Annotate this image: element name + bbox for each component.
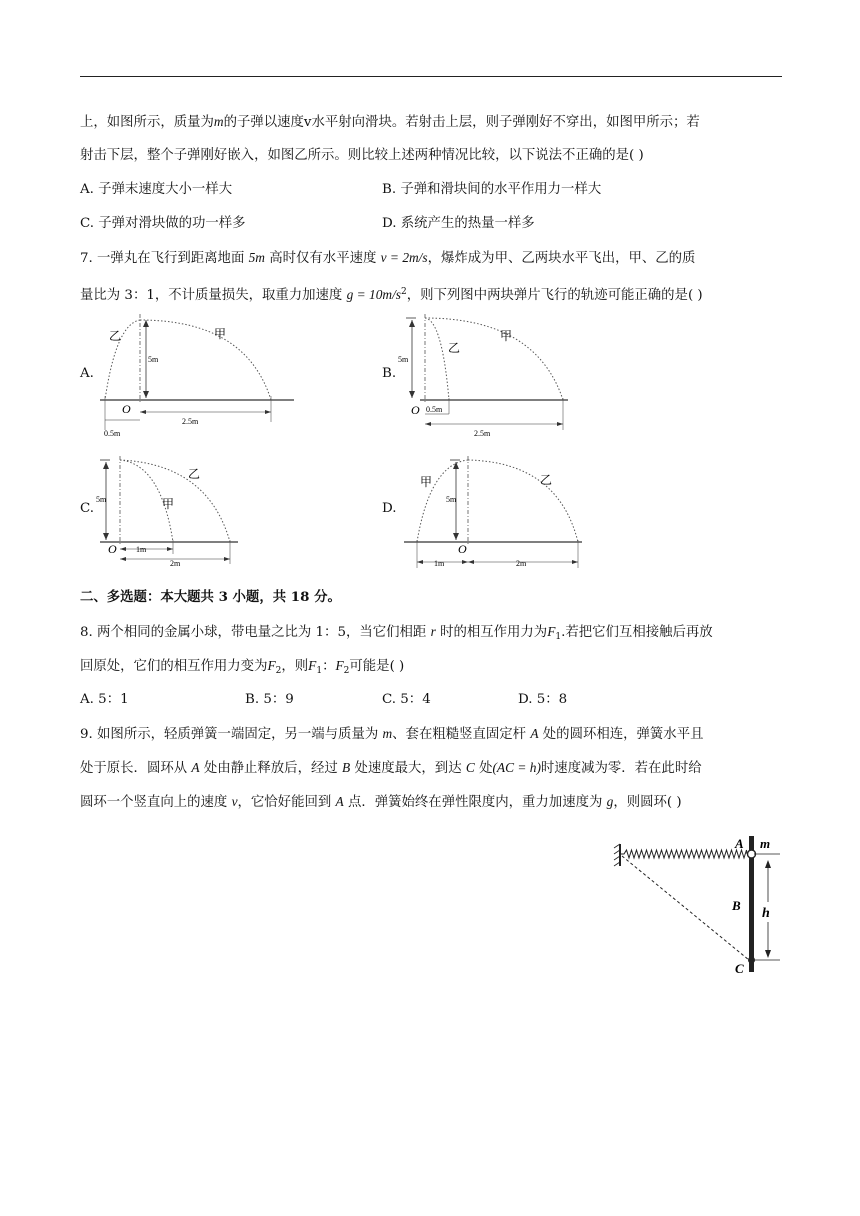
q7-figure-b [396, 310, 576, 440]
fig-d-d1: 1m [434, 559, 445, 568]
q7-figure-a [96, 310, 296, 440]
spring-coil [620, 850, 747, 858]
fig-a-d05: 0.5m [104, 429, 121, 438]
q6-option-a: A. 子弹末速度大小一样大 [80, 182, 233, 197]
fig-a-origin: O [122, 402, 131, 416]
q6-option-c: C. 子弹对滑块做的功一样多 [80, 216, 246, 231]
fig-b-height: 5m [398, 355, 409, 364]
q6-option-b: B. 子弹和滑块间的水平作用力一样大 [382, 182, 602, 197]
fig-c-height: 5m [96, 495, 107, 504]
q7-line1: 7. 一弹丸在飞行到距离地面 5m 高时仅有水平速度 v = 2m/s，爆炸成为甲、乙两块水平飞出，甲、乙的质 [80, 250, 696, 266]
q8-option-a: A. 5：1 [80, 692, 129, 707]
fig-q9-a: A [735, 836, 744, 851]
q6-line1: 上，如图所示，质量为m的子弹以速度v水平射向滑块。若射击上层，则子弹刚好不穿出，如图甲所示；若 [80, 114, 700, 130]
fig-c-d1: 1m [136, 545, 147, 554]
fig-a-height: 5m [148, 355, 159, 364]
fig-d-d2: 2m [516, 559, 527, 568]
fig-c-jia: 甲 [162, 497, 175, 511]
q7-label-c: C. [80, 501, 95, 516]
fig-b-d25: 2.5m [474, 429, 491, 438]
fig-a-d25: 2.5m [182, 417, 199, 426]
q9-line2: 处于原长．圆环从 A 处由静止释放后，经过 B 处速度最大，到达 C 处(AC = h)时速度减为零．若在此时给 [80, 760, 702, 776]
q8-line1: 8. 两个相同的金属小球，带电量之比为 1：5，当它们相距 r 时的相互作用力为$F_1$.若把它们互相接触后再放 [80, 624, 713, 642]
q8-option-d: D. 5：8 [518, 692, 568, 707]
fig-d-height: 5m [446, 495, 457, 504]
fig-b-origin: O [411, 403, 420, 417]
fig-b-yi: 乙 [448, 341, 461, 355]
header-rule [80, 76, 782, 77]
q9-line3: 圆环一个竖直向上的速度 v，它恰好能回到 A 点．弹簧始终在弹性限度内，重力加速度为 g，则圆环( ) [80, 794, 682, 810]
section-2-heading: 二、多选题：本大题共 3 小题，共 18 分。 [80, 589, 341, 605]
fig-q9-c: C [735, 961, 744, 976]
fig-c-d2: 2m [170, 559, 181, 568]
fig-q9-h: h [762, 906, 770, 921]
fig-c-origin: O [108, 542, 117, 556]
fig-b-d05: 0.5m [426, 405, 443, 414]
q9-figure [612, 830, 792, 980]
fig-q9-m: m [760, 836, 771, 851]
q7-label-b: B. [382, 366, 397, 381]
q8-option-b: B. 5：9 [245, 692, 294, 707]
q7-label-a: A. [80, 366, 94, 381]
q7-figure-c [96, 452, 246, 570]
q7-label-d: D. [382, 501, 397, 516]
q7-line2: 量比为 3：1，不计质量损失，取重力加速度 $g = 10m/s^2$，则下列图中两块弹片飞行的轨迹可能正确的是( ) [80, 287, 703, 303]
q7-figure-d [398, 452, 588, 570]
fig-q9-b: B [732, 898, 741, 913]
fig-d-jia: 甲 [420, 475, 433, 489]
q9-line1: 9. 如图所示，轻质弹簧一端固定，另一端与质量为 m、套在粗糙竖直固定杆 A 处的圆环相连，弹簧水平且 [80, 726, 704, 742]
fig-d-origin: O [458, 542, 467, 556]
q8-option-c: C. 5：4 [382, 692, 431, 707]
q6-line2: 射击下层，整个子弹刚好嵌入，如图乙所示。则比较上述两种情况比较，以下说法不正确的是( ) [80, 148, 644, 163]
q6-option-d: D. 系统产生的热量一样多 [382, 216, 535, 231]
ring-c [748, 957, 755, 964]
fig-a-jia: 甲 [214, 327, 227, 341]
fig-b-jia: 甲 [500, 329, 513, 343]
fig-a-yi: 乙 [109, 329, 122, 343]
fig-c-yi: 乙 [188, 467, 201, 481]
q8-line2: 回原处，它们的相互作用力变为$F_2$，则$F_1$：$F_2$可能是( ) [80, 658, 405, 676]
fig-d-yi: 乙 [540, 473, 553, 487]
